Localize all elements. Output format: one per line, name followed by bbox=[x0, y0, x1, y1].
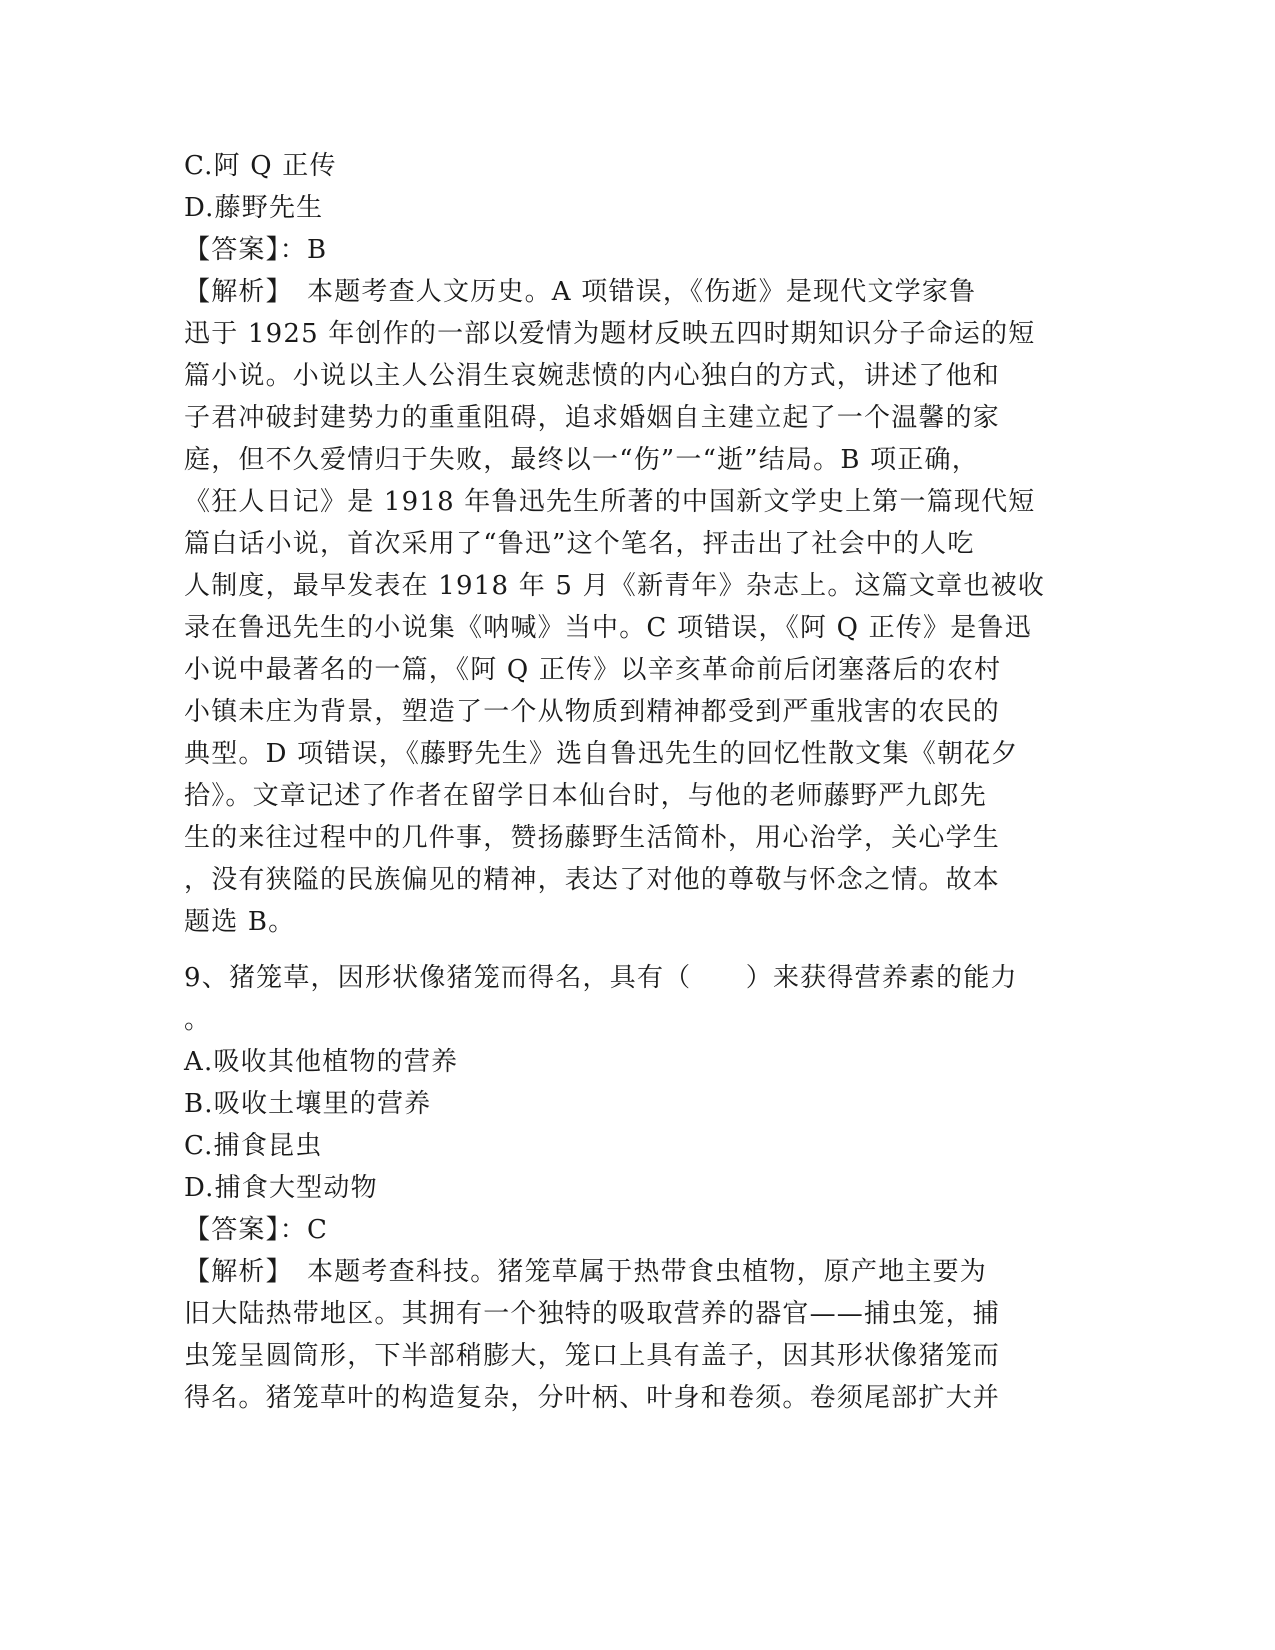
analysis-line: 典型。D 项错误，《藤野先生》选自鲁迅先生的回忆性散文集《朝花夕 bbox=[184, 739, 1019, 769]
document-page bbox=[184, 145, 1064, 1419]
option-d: D.藤野先生 bbox=[184, 193, 324, 223]
analysis-line: 录在鲁迅先生的小说集《呐喊》当中。C 项错误，《阿 Q 正传》是鲁迅 bbox=[184, 613, 1032, 643]
analysis-line: 得名。猪笼草叶的构造复杂，分叶柄、叶身和卷须。卷须尾部扩大并 bbox=[184, 1383, 1001, 1413]
analysis-line: 篇白话小说，首次采用了“鲁迅”这个笔名，抨击出了社会中的人吃 bbox=[184, 529, 975, 559]
analysis-line: 题选 B。 bbox=[184, 907, 296, 937]
analysis-line: 生的来往过程中的几件事，赞扬藤野生活简朴，用心治学，关心学生 bbox=[184, 823, 1001, 853]
analysis-line: 迅于 1925 年创作的一部以爱情为题材反映五四时期知识分子命运的短 bbox=[184, 319, 1036, 349]
question-9 bbox=[184, 957, 1064, 1419]
analysis-line: 《狂人日记》是 1918 年鲁迅先生所著的中国新文学史上第一篇现代短 bbox=[184, 487, 1036, 517]
analysis-line: 篇小说。小说以主人公涓生哀婉悲愤的内心独白的方式，讲述了他和 bbox=[184, 361, 1001, 391]
option-c: C.阿 Q 正传 bbox=[184, 151, 337, 181]
analysis-line: 【解析】 本题考查科技。猪笼草属于热带食虫植物，原产地主要为 bbox=[184, 1257, 988, 1287]
analysis-line: 旧大陆热带地区。其拥有一个独特的吸取营养的器官——捕虫笼，捕 bbox=[184, 1299, 1001, 1329]
option-c: C.捕食昆虫 bbox=[184, 1131, 323, 1161]
analysis-block bbox=[184, 271, 1064, 943]
analysis-line: ，没有狭隘的民族偏见的精神，表达了对他的尊敬与怀念之情。故本 bbox=[184, 865, 1001, 895]
question-spacer bbox=[184, 943, 1064, 957]
analysis-line: 虫笼呈圆筒形，下半部稍膨大，笼口上具有盖子，因其形状像猪笼而 bbox=[184, 1341, 1001, 1371]
question-stem: 9、猪笼草，因形状像猪笼而得名，具有（ ）来获得营养素的能力 bbox=[184, 963, 1018, 993]
option-d: D.捕食大型动物 bbox=[184, 1173, 378, 1203]
answer-line: 【答案】：C bbox=[184, 1215, 329, 1245]
answer-line: 【答案】：B bbox=[184, 235, 328, 265]
analysis-block bbox=[184, 1251, 1064, 1419]
question-stem: 。 bbox=[184, 1005, 212, 1035]
analysis-line: 庭，但不久爱情归于失败，最终以一“伤”一“逝”结局。B 项正确， bbox=[184, 445, 979, 475]
analysis-line: 子君冲破封建势力的重重阻碍，追求婚姻自主建立起了一个温馨的家 bbox=[184, 403, 1001, 433]
analysis-line: 小镇未庄为背景，塑造了一个从物质到精神都受到严重戕害的农民的 bbox=[184, 697, 1001, 727]
analysis-line: 人制度，最早发表在 1918 年 5 月《新青年》杂志上。这篇文章也被收 bbox=[184, 571, 1045, 601]
analysis-line: 小说中最著名的一篇，《阿 Q 正传》以辛亥革命前后闭塞落后的农村 bbox=[184, 655, 1002, 685]
analysis-line: 【解析】 本题考查人文历史。A 项错误，《伤逝》是现代文学家鲁 bbox=[184, 277, 977, 307]
option-b: B.吸收土壤里的营养 bbox=[184, 1089, 432, 1119]
analysis-line: 拾》。文章记述了作者在留学日本仙台时，与他的老师藤野严九郎先 bbox=[184, 781, 988, 811]
option-a: A.吸收其他植物的营养 bbox=[184, 1047, 459, 1077]
question-8-tail bbox=[184, 145, 1064, 943]
